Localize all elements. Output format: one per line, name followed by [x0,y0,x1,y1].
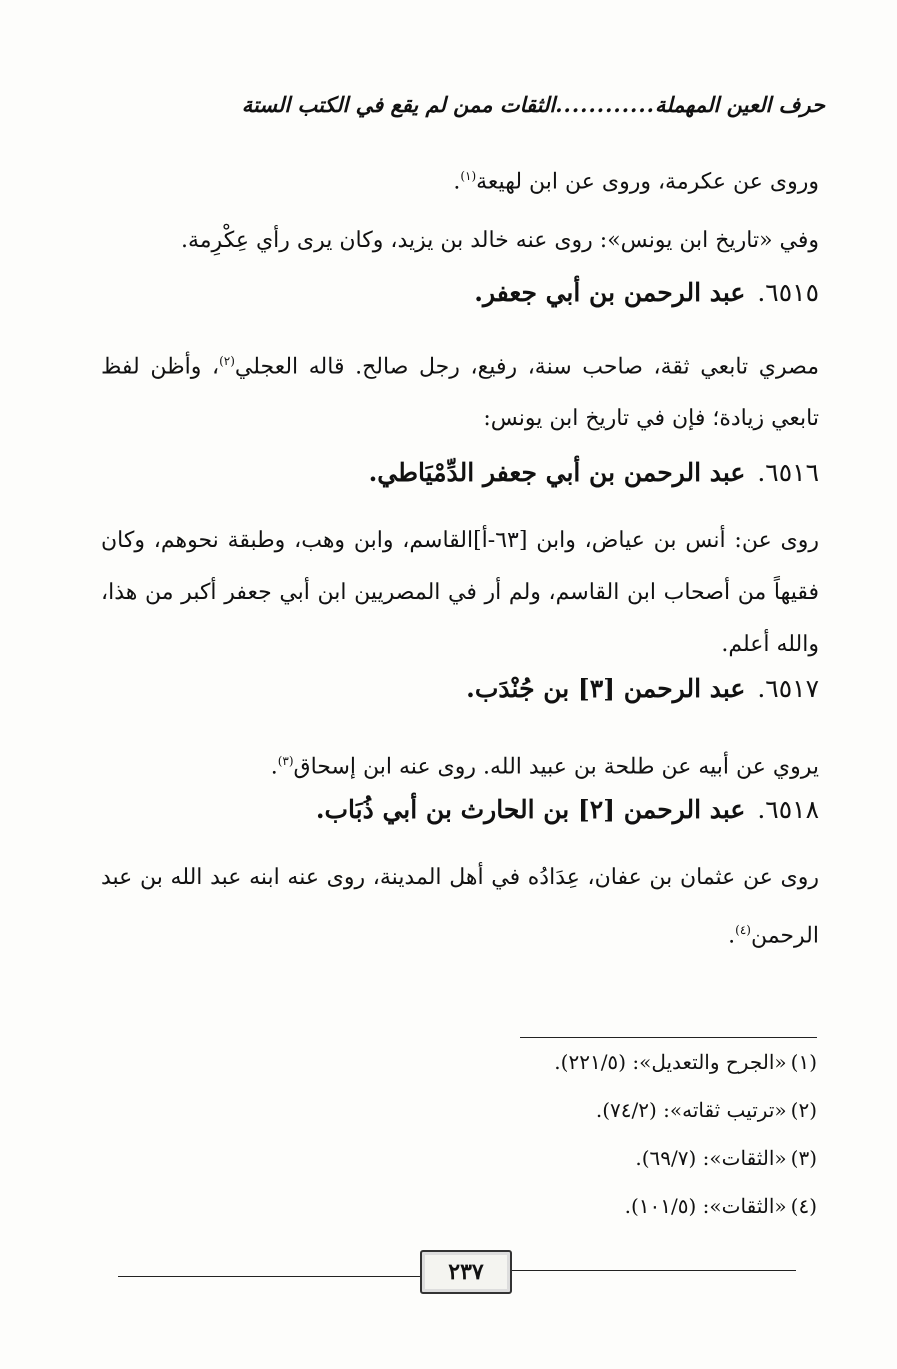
footer-rule-left [118,1276,420,1277]
entry-name: عبد الرحمن بن أبي جعفر. [474,278,746,307]
entry-name: عبد الرحمن [٣] بن جُنْدَب. [466,674,746,703]
page-number: ٢٣٧ [420,1250,512,1294]
footer-rule-right [508,1270,796,1271]
footnote-4 [625,1194,817,1218]
footnote-1 [554,1050,817,1074]
entry-number: ٦٥١٧. [757,674,819,703]
header-chapter-title: حرف العين المهملة [654,92,825,117]
footnote-number: (٢) [790,1098,817,1122]
entry-number: ٦٥١٥. [757,278,819,307]
footnote-text: «الثقات»: (٦٩/٧). [635,1146,787,1170]
entry-heading-6515 [474,278,819,307]
paragraph-5: يروي عن أبيه عن طلحة بن عبيد الله. روى عنه ابن إسحاق$^{(٣)}$. [270,754,819,780]
running-header [130,92,825,117]
footnote-text: «الثقات»: (١٠١/٥). [624,1194,787,1218]
entry-number: ٦٥١٨. [757,795,819,824]
entry-name: عبد الرحمن [٢] بن الحارث بن أبي ذُبَاب. [315,795,746,824]
paragraph-6: روى عن عثمان بن عفان، عِدَادُه في أهل المدينة، روى عنه ابنه عبد الله بن عبد الرحمن$^{(٤)}$. [101,865,819,949]
paragraph-2: وفي «تاريخ ابن يونس»: روى عنه خالد بن يزيد، وكان يرى رأي عِكْرِمة. [180,228,819,253]
footnote-number: (٣) [790,1146,817,1170]
header-book-title: الثقات ممن لم يقع في الكتب الستة [241,92,556,117]
entry-heading-6516 [369,458,819,487]
entry-heading-6518 [316,795,819,824]
entry-name: عبد الرحمن بن أبي جعفر الدِّمْيَاطي. [368,458,746,487]
footnote-text: «ترتيب ثقاته»: (٧٤/٢). [595,1098,787,1122]
paragraph-4: روى عن: أنس بن عياض، وابن [٦٣-أ]القاسم، وابن وهب، وطبقة نحوهم، وكان فقيهاً من أصحاب ابن القاسم، ولم أر في المصريين ابن أبي جعفر أكبر من هذا، والله أعلم. [101,528,819,657]
footnote-number: (١) [790,1050,817,1074]
footnote-separator [520,1037,817,1038]
footnote-2 [596,1098,817,1122]
footnote-3 [635,1146,817,1170]
paragraph-3: مصري تابعي ثقة، صاحب سنة، رفيع، رجل صالح. قاله العجلي$^{(٢)}$، وأظن لفظ تابعي زيادة؛ فإن في تاريخ ابن يونس: [101,354,820,432]
entry-heading-6517 [466,674,819,703]
footnote-text: «الجرح والتعديل»: (٢٢١/٥). [554,1050,787,1074]
paragraph-1: وروى عن عكرمة، وروى عن ابن لهيعة$^{(١)}$. [453,169,819,195]
footnote-ref-2[interactable]: (٢) [219,354,235,368]
footnote-ref-3[interactable]: (٣) [277,754,294,768]
footnote-ref-1[interactable]: (١) [460,169,477,183]
entry-number: ٦٥١٦. [757,458,819,487]
header-dots: ............ [555,92,655,117]
footnote-number: (٤) [790,1194,817,1218]
footnote-ref-4[interactable]: (٤) [735,923,751,937]
